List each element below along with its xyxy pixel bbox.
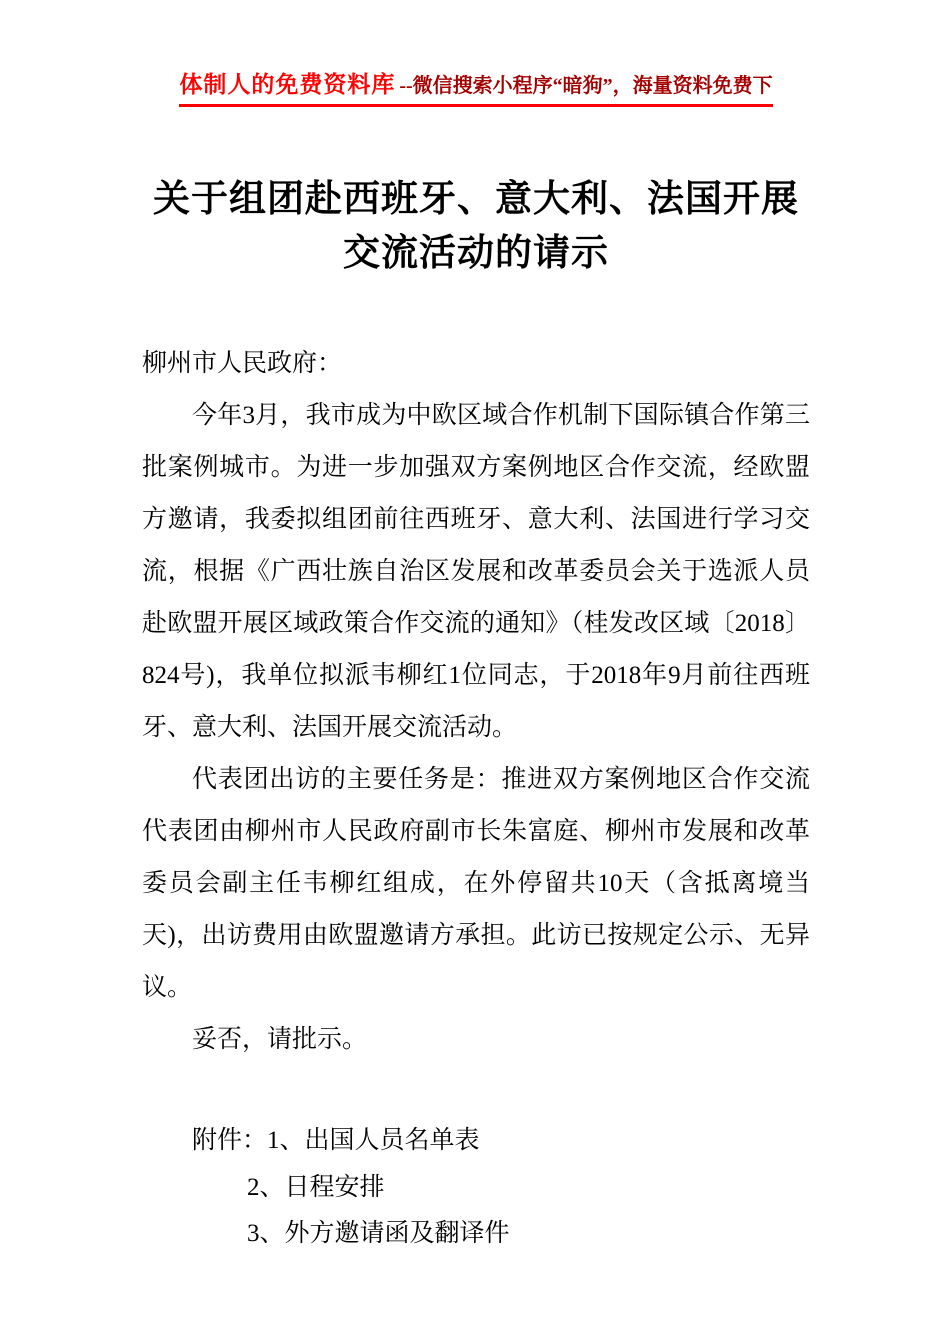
attachment-item-3: 3、外方邀请函及翻译件 — [247, 1219, 510, 1247]
body-paragraph-3: 妥否，请批示。 — [192, 1026, 368, 1054]
document-title: 关于组团赴西班牙、意大利、法国开展交流活动的请示 — [153, 179, 799, 274]
attachment-item-1: 1、出国人员名单表 — [267, 1127, 480, 1155]
body-paragraph-1: 今年3月，我市成为中欧区域合作机制下国际镇合作第三批案例城市。为进一步加强双方案例地区合作交流，经欧盟方邀请，我委拟组团前往西班牙、意大利、法国进行学习交流，根据《广西壮族自治区发展和改革委员会关于选派人员赴欧盟开展区域政策合作交流的通知》（桂发改区域〔2018〕824号)，我单位拟派韦柳红1位同志，于2018年9月前往西班牙、意大利、法国开展交流活动。 — [142, 402, 810, 742]
attachments-section — [142, 1118, 810, 1257]
body-paragraph-2: 代表团出访的主要任务是：推进双方案例地区合作交流代表团由柳州市人民政府副市长朱富庭、柳州市发展和改革委员会副主任韦柳红组成，在外停留共10天（含抵离境当天)，出访费用由欧盟邀请方承担。此访已按规定公示、无异议。 — [142, 766, 810, 1002]
attachment-line-1 — [192, 1118, 810, 1164]
document-body — [142, 338, 810, 1066]
attachment-item-2: 2、日程安排 — [247, 1173, 385, 1201]
promo-brand-text: 体制人的免费资料库 — [179, 72, 396, 97]
salutation: 柳州市人民政府： — [142, 350, 343, 378]
promo-header — [142, 66, 810, 107]
promo-header-underline — [179, 66, 772, 107]
attachments-label: 附件： — [192, 1127, 268, 1155]
promo-tagline-text: --微信搜索小程序“暗狗”，海量资料免费下 — [399, 75, 773, 97]
